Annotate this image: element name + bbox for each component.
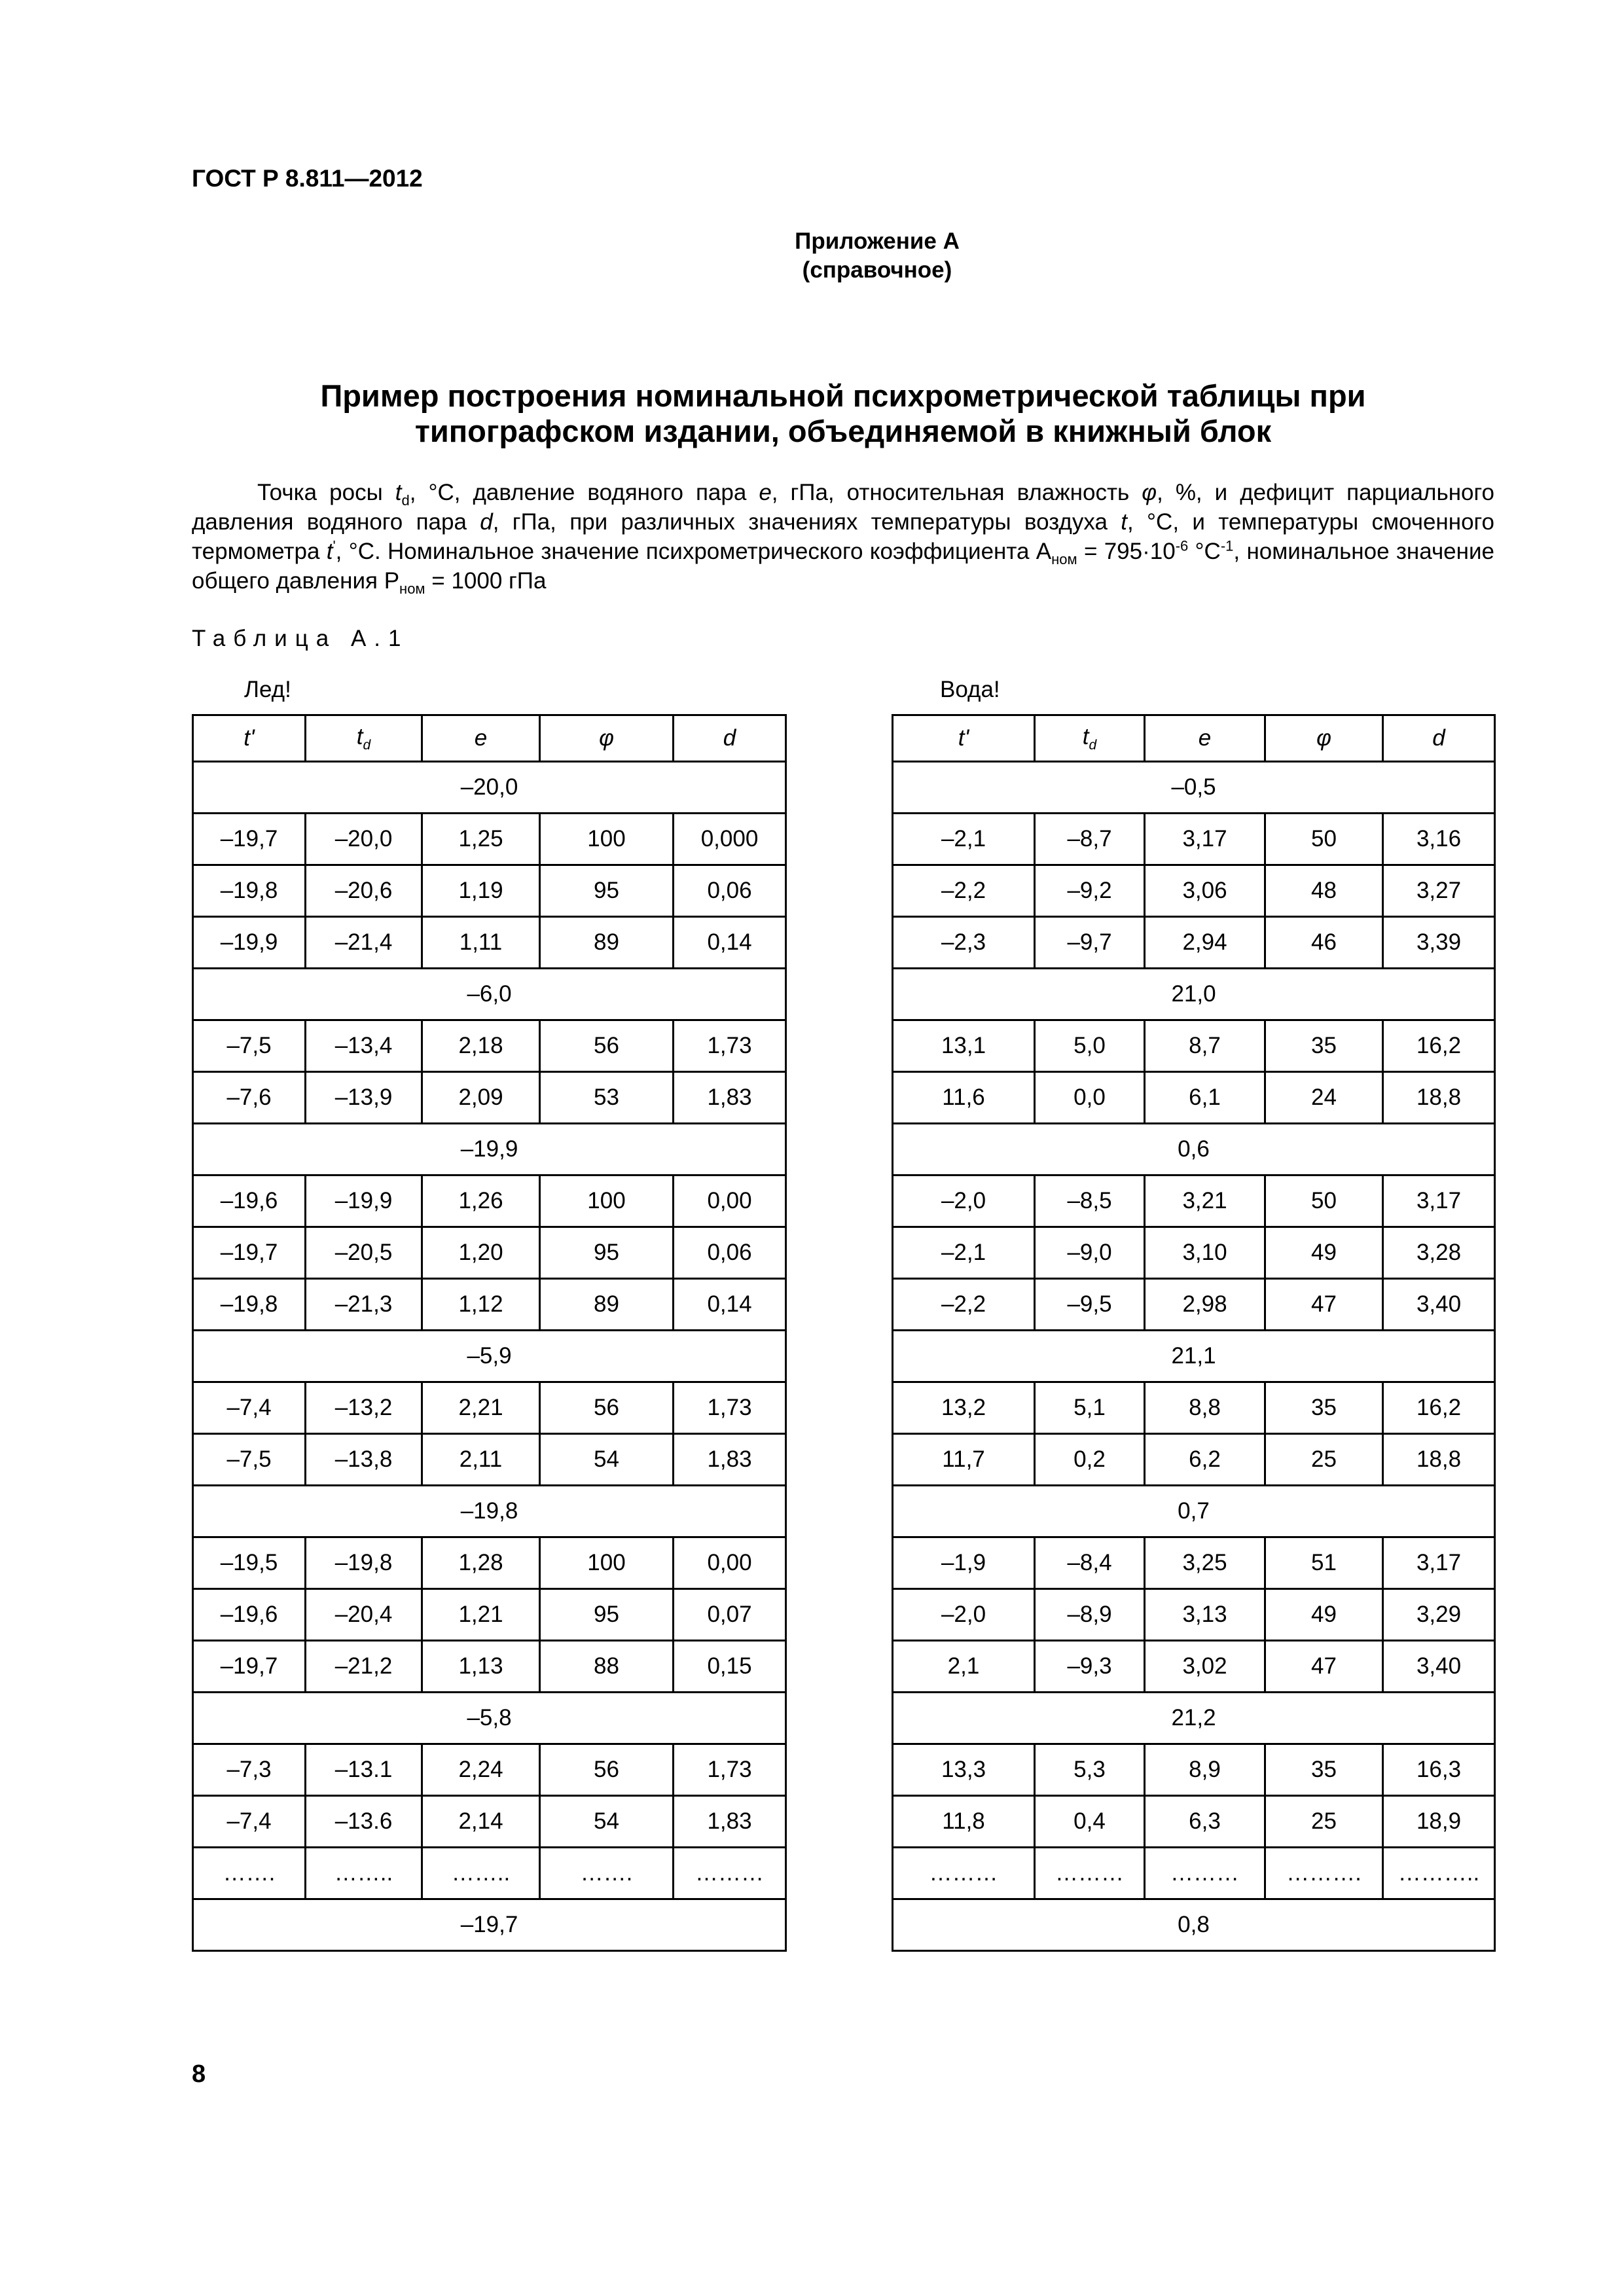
table-cell: –2,2 bbox=[893, 865, 1035, 917]
table-row bbox=[893, 1279, 1495, 1331]
table-cell: 18,9 bbox=[1383, 1796, 1495, 1848]
table-cell: 0,00 bbox=[674, 1175, 786, 1227]
table-cell: 95 bbox=[540, 865, 674, 917]
table-row bbox=[193, 1434, 786, 1486]
table-cell: 89 bbox=[540, 1279, 674, 1331]
table-cell: 3,40 bbox=[1383, 1641, 1495, 1693]
table-cell: –19,8 bbox=[306, 1537, 422, 1589]
table-cell: 18,8 bbox=[1383, 1072, 1495, 1124]
table-cell: –2,2 bbox=[893, 1279, 1035, 1331]
table-cell: –7,6 bbox=[193, 1072, 306, 1124]
table-cell: 11,7 bbox=[893, 1434, 1035, 1486]
table-cell: –2,0 bbox=[893, 1589, 1035, 1641]
air-temperature-row bbox=[893, 1899, 1495, 1951]
page-number: 8 bbox=[192, 2060, 206, 2088]
table-cell: 3,06 bbox=[1145, 865, 1265, 917]
table-row bbox=[193, 1382, 786, 1434]
air-temperature-row bbox=[193, 969, 786, 1020]
table-cell: –2,1 bbox=[893, 814, 1035, 865]
table-cell: –19,7 bbox=[193, 1227, 306, 1279]
table-cell: 3,13 bbox=[1145, 1589, 1265, 1641]
table-cell: 54 bbox=[540, 1434, 674, 1486]
table-cell: 100 bbox=[540, 1537, 674, 1589]
table-cell: 3,27 bbox=[1383, 865, 1495, 917]
table-cell: –9,7 bbox=[1035, 917, 1145, 969]
header-row bbox=[893, 715, 1495, 762]
table-row bbox=[893, 1537, 1495, 1589]
table-cell: 1,73 bbox=[674, 1382, 786, 1434]
table-row bbox=[193, 1020, 786, 1072]
table-cell: 2,98 bbox=[1145, 1279, 1265, 1331]
air-temperature-cell: 21,1 bbox=[893, 1331, 1495, 1382]
table-cell: –7,5 bbox=[193, 1434, 306, 1486]
table-cell: 2,1 bbox=[893, 1641, 1035, 1693]
table-row bbox=[193, 1589, 786, 1641]
table-cell: 95 bbox=[540, 1227, 674, 1279]
table-cell: 1,11 bbox=[422, 917, 540, 969]
table-cell: 35 bbox=[1265, 1020, 1383, 1072]
col-header-vapor-pressure: e bbox=[422, 715, 540, 762]
table-cell: 49 bbox=[1265, 1589, 1383, 1641]
table-cell: 8,9 bbox=[1145, 1744, 1265, 1796]
table-cell: 1,12 bbox=[422, 1279, 540, 1331]
table-cell: 1,73 bbox=[674, 1020, 786, 1072]
table-cell: –13.6 bbox=[306, 1796, 422, 1848]
table-cell: 50 bbox=[1265, 1175, 1383, 1227]
water-label: Вода! bbox=[940, 677, 1000, 702]
table-row bbox=[893, 917, 1495, 969]
table-cell: 100 bbox=[540, 814, 674, 865]
air-temperature-cell: –5,8 bbox=[193, 1693, 786, 1744]
table-cell: –7,4 bbox=[193, 1382, 306, 1434]
table-cell: 89 bbox=[540, 917, 674, 969]
table-cell: 0,15 bbox=[674, 1641, 786, 1693]
table-cell: 11,8 bbox=[893, 1796, 1035, 1848]
table-cell: 3,02 bbox=[1145, 1641, 1265, 1693]
table-cell: 1,28 bbox=[422, 1537, 540, 1589]
table-cell: 3,17 bbox=[1383, 1537, 1495, 1589]
table-cell: 0,00 bbox=[674, 1537, 786, 1589]
table-row bbox=[893, 814, 1495, 865]
table-cell: 6,1 bbox=[1145, 1072, 1265, 1124]
table-cell: 8,8 bbox=[1145, 1382, 1265, 1434]
table-cell: –9,0 bbox=[1035, 1227, 1145, 1279]
table-cell: –9,3 bbox=[1035, 1641, 1145, 1693]
water-table bbox=[892, 714, 1496, 1952]
table-cell: 13,1 bbox=[893, 1020, 1035, 1072]
table-cell: 2,24 bbox=[422, 1744, 540, 1796]
col-header-dew-point: $t_d$ bbox=[1035, 715, 1145, 762]
table-cell: –8,5 bbox=[1035, 1175, 1145, 1227]
table-cell: –20,4 bbox=[306, 1589, 422, 1641]
table-cell: –19,6 bbox=[193, 1175, 306, 1227]
table-cell: 56 bbox=[540, 1382, 674, 1434]
air-temperature-cell: 0,6 bbox=[893, 1124, 1495, 1175]
table-cell: 46 bbox=[1265, 917, 1383, 969]
table-cell: 47 bbox=[1265, 1279, 1383, 1331]
table-cell: ……… bbox=[893, 1848, 1035, 1899]
table-cell: –13.1 bbox=[306, 1744, 422, 1796]
table-row bbox=[193, 1641, 786, 1693]
table-cell: 35 bbox=[1265, 1744, 1383, 1796]
col-header-humidity: φ bbox=[540, 715, 674, 762]
air-temperature-cell: –6,0 bbox=[193, 969, 786, 1020]
table-cell: 11,6 bbox=[893, 1072, 1035, 1124]
table-cell: –2,1 bbox=[893, 1227, 1035, 1279]
table-cell: 0,000 bbox=[674, 814, 786, 865]
table-cell: 1,25 bbox=[422, 814, 540, 865]
table-cell: –8,9 bbox=[1035, 1589, 1145, 1641]
table-row bbox=[193, 1227, 786, 1279]
table-cell: 0,0 bbox=[1035, 1072, 1145, 1124]
table-cell: 5,3 bbox=[1035, 1744, 1145, 1796]
air-temperature-cell: 21,0 bbox=[893, 969, 1495, 1020]
col-header-dew-point: $t_d$ bbox=[306, 715, 422, 762]
table-cell: 0,06 bbox=[674, 865, 786, 917]
table-cell: 47 bbox=[1265, 1641, 1383, 1693]
table-cell: 3,21 bbox=[1145, 1175, 1265, 1227]
table-row bbox=[893, 1589, 1495, 1641]
table-row bbox=[893, 1641, 1495, 1693]
air-temperature-row bbox=[893, 762, 1495, 814]
air-temperature-row bbox=[893, 1331, 1495, 1382]
air-temperature-row bbox=[893, 1486, 1495, 1537]
table-cell: 0,14 bbox=[674, 917, 786, 969]
table-cell: 1,19 bbox=[422, 865, 540, 917]
table-cell: 3,40 bbox=[1383, 1279, 1495, 1331]
table-cell: 0,07 bbox=[674, 1589, 786, 1641]
table-cell: 3,10 bbox=[1145, 1227, 1265, 1279]
table-cell: –13,9 bbox=[306, 1072, 422, 1124]
table-cell: 16,2 bbox=[1383, 1020, 1495, 1072]
table-cell: 1,26 bbox=[422, 1175, 540, 1227]
table-cell: 3,29 bbox=[1383, 1589, 1495, 1641]
table-cell: –8,7 bbox=[1035, 814, 1145, 865]
header-row bbox=[193, 715, 786, 762]
table-cell: 25 bbox=[1265, 1434, 1383, 1486]
air-temperature-cell: 21,2 bbox=[893, 1693, 1495, 1744]
table-cell: ……….. bbox=[1383, 1848, 1495, 1899]
table-cell: 5,0 bbox=[1035, 1020, 1145, 1072]
col-header-deficit: d bbox=[674, 715, 786, 762]
table-cell: …….. bbox=[422, 1848, 540, 1899]
table-cell: –21,4 bbox=[306, 917, 422, 969]
table-cell: ……… bbox=[674, 1848, 786, 1899]
table-cell: 53 bbox=[540, 1072, 674, 1124]
table-cell: 2,21 bbox=[422, 1382, 540, 1434]
table-cell: 2,18 bbox=[422, 1020, 540, 1072]
table-cell: –19,5 bbox=[193, 1537, 306, 1589]
air-temperature-row bbox=[193, 1899, 786, 1951]
ice-table bbox=[192, 714, 787, 1952]
air-temperature-cell: –20,0 bbox=[193, 762, 786, 814]
table-cell: ……. bbox=[193, 1848, 306, 1899]
table-row bbox=[893, 1796, 1495, 1848]
air-temperature-row bbox=[893, 1693, 1495, 1744]
table-row bbox=[893, 1744, 1495, 1796]
table-cell: –1,9 bbox=[893, 1537, 1035, 1589]
air-temperature-cell: –0,5 bbox=[893, 762, 1495, 814]
table-row bbox=[193, 1537, 786, 1589]
table-cell: –13,2 bbox=[306, 1382, 422, 1434]
table-cell: 1,21 bbox=[422, 1589, 540, 1641]
table-cell: –19,6 bbox=[193, 1589, 306, 1641]
table-cell: ………. bbox=[1265, 1848, 1383, 1899]
table-label: Таблица А.1 bbox=[192, 626, 409, 651]
table-cell: 100 bbox=[540, 1175, 674, 1227]
table-cell: –13,4 bbox=[306, 1020, 422, 1072]
table-cell: 6,2 bbox=[1145, 1434, 1265, 1486]
table-row bbox=[893, 1848, 1495, 1899]
table-cell: –7,4 bbox=[193, 1796, 306, 1848]
table-cell: 3,16 bbox=[1383, 814, 1495, 865]
table-cell: 16,2 bbox=[1383, 1382, 1495, 1434]
table-cell: –20,6 bbox=[306, 865, 422, 917]
table-cell: –19,8 bbox=[193, 1279, 306, 1331]
table-row bbox=[193, 1279, 786, 1331]
table-cell: 5,1 bbox=[1035, 1382, 1145, 1434]
table-cell: –7,3 bbox=[193, 1744, 306, 1796]
table-row bbox=[193, 1744, 786, 1796]
table-cell: ……… bbox=[1145, 1848, 1265, 1899]
air-temperature-row bbox=[193, 1693, 786, 1744]
table-cell: 3,25 bbox=[1145, 1537, 1265, 1589]
document-code: ГОСТ Р 8.811—2012 bbox=[192, 165, 423, 192]
table-row bbox=[193, 1175, 786, 1227]
air-temperature-row bbox=[193, 1486, 786, 1537]
col-header-wet-bulb: t' bbox=[893, 715, 1035, 762]
appendix-heading: Приложение А bbox=[795, 228, 960, 254]
table-cell: 1,83 bbox=[674, 1434, 786, 1486]
table-cell: –7,5 bbox=[193, 1020, 306, 1072]
table-cell: 50 bbox=[1265, 814, 1383, 865]
table-cell: ……. bbox=[540, 1848, 674, 1899]
table-row bbox=[193, 865, 786, 917]
table-cell: 18,8 bbox=[1383, 1434, 1495, 1486]
table-cell: –13,8 bbox=[306, 1434, 422, 1486]
table-row bbox=[893, 1072, 1495, 1124]
table-cell: 0,4 bbox=[1035, 1796, 1145, 1848]
table-cell: 1,13 bbox=[422, 1641, 540, 1693]
table-cell: …….. bbox=[306, 1848, 422, 1899]
air-temperature-cell: –5,9 bbox=[193, 1331, 786, 1382]
table-cell: –2,3 bbox=[893, 917, 1035, 969]
air-temperature-row bbox=[893, 1124, 1495, 1175]
table-cell: 16,3 bbox=[1383, 1744, 1495, 1796]
air-temperature-row bbox=[193, 1124, 786, 1175]
table-cell: 54 bbox=[540, 1796, 674, 1848]
air-temperature-cell: –19,7 bbox=[193, 1899, 786, 1951]
table-cell: 51 bbox=[1265, 1537, 1383, 1589]
table-row bbox=[193, 1072, 786, 1124]
table-row bbox=[893, 1382, 1495, 1434]
col-header-vapor-pressure: e bbox=[1145, 715, 1265, 762]
table-cell: 0,06 bbox=[674, 1227, 786, 1279]
table-cell: 1,20 bbox=[422, 1227, 540, 1279]
table-row bbox=[193, 917, 786, 969]
air-temperature-cell: –19,9 bbox=[193, 1124, 786, 1175]
table-cell: 2,14 bbox=[422, 1796, 540, 1848]
table-cell: 49 bbox=[1265, 1227, 1383, 1279]
col-header-humidity: φ bbox=[1265, 715, 1383, 762]
col-header-deficit: d bbox=[1383, 715, 1495, 762]
table-cell: 0,14 bbox=[674, 1279, 786, 1331]
table-cell: –9,2 bbox=[1035, 865, 1145, 917]
table-cell: –19,7 bbox=[193, 814, 306, 865]
table-cell: 0,2 bbox=[1035, 1434, 1145, 1486]
table-cell: 24 bbox=[1265, 1072, 1383, 1124]
table-cell: –19,8 bbox=[193, 865, 306, 917]
table-cell: 56 bbox=[540, 1020, 674, 1072]
air-temperature-row bbox=[193, 1331, 786, 1382]
table-cell: 3,17 bbox=[1383, 1175, 1495, 1227]
table-cell: –9,5 bbox=[1035, 1279, 1145, 1331]
air-temperature-cell: –19,8 bbox=[193, 1486, 786, 1537]
table-row bbox=[193, 814, 786, 865]
page-title-line-2: типографском издании, объединяемой в книжный блок bbox=[414, 414, 1272, 448]
ice-label: Лед! bbox=[244, 677, 291, 702]
table-cell: 2,94 bbox=[1145, 917, 1265, 969]
table-cell: 25 bbox=[1265, 1796, 1383, 1848]
table-row bbox=[893, 1175, 1495, 1227]
table-cell: 13,2 bbox=[893, 1382, 1035, 1434]
table-cell: –20,0 bbox=[306, 814, 422, 865]
table-cell: 6,3 bbox=[1145, 1796, 1265, 1848]
table-row bbox=[893, 1020, 1495, 1072]
appendix-type: (справочное) bbox=[802, 257, 952, 283]
table-cell: 1,83 bbox=[674, 1796, 786, 1848]
air-temperature-row bbox=[193, 762, 786, 814]
table-cell: –19,9 bbox=[193, 917, 306, 969]
intro-paragraph: Точка росы $t_d$, °С, давление водяного пара e, гПа, относительная влажность φ, %, и дефицит парциального давления водяного пара d, гПа, при различных значениях температуры воздуха t, °С, и температуры смоченного термометра t', °С. Номинальное значение психрометрического коэффициента $А_{ном} = 795\cdot 10^{-6}$ $^\circ С^{-1}$, номинальное значение общего давления $Р_{ном} = 1000$ гПа bbox=[192, 480, 1495, 597]
table-cell: 88 bbox=[540, 1641, 674, 1693]
page-title-line-1: Пример построения номинальной психрометрической таблицы при bbox=[320, 378, 1366, 413]
col-header-wet-bulb: t' bbox=[193, 715, 306, 762]
table-cell: 35 bbox=[1265, 1382, 1383, 1434]
table-cell: –19,7 bbox=[193, 1641, 306, 1693]
table-cell: 3,17 bbox=[1145, 814, 1265, 865]
table-cell: –8,4 bbox=[1035, 1537, 1145, 1589]
table-cell: 1,73 bbox=[674, 1744, 786, 1796]
table-row bbox=[193, 1848, 786, 1899]
table-row bbox=[893, 865, 1495, 917]
table-row bbox=[893, 1434, 1495, 1486]
air-temperature-row bbox=[893, 969, 1495, 1020]
table-cell: 1,83 bbox=[674, 1072, 786, 1124]
table-row bbox=[893, 1227, 1495, 1279]
air-temperature-cell: 0,8 bbox=[893, 1899, 1495, 1951]
table-cell: 3,39 bbox=[1383, 917, 1495, 969]
table-cell: –21,2 bbox=[306, 1641, 422, 1693]
table-cell: 8,7 bbox=[1145, 1020, 1265, 1072]
table-cell: –2,0 bbox=[893, 1175, 1035, 1227]
table-cell: –20,5 bbox=[306, 1227, 422, 1279]
air-temperature-cell: 0,7 bbox=[893, 1486, 1495, 1537]
table-cell: 48 bbox=[1265, 865, 1383, 917]
table-cell: 56 bbox=[540, 1744, 674, 1796]
table-cell: –21,3 bbox=[306, 1279, 422, 1331]
table-cell: ……… bbox=[1035, 1848, 1145, 1899]
table-cell: 3,28 bbox=[1383, 1227, 1495, 1279]
table-cell: 2,11 bbox=[422, 1434, 540, 1486]
table-cell: –19,9 bbox=[306, 1175, 422, 1227]
table-cell: 95 bbox=[540, 1589, 674, 1641]
table-cell: 2,09 bbox=[422, 1072, 540, 1124]
table-cell: 13,3 bbox=[893, 1744, 1035, 1796]
table-row bbox=[193, 1796, 786, 1848]
